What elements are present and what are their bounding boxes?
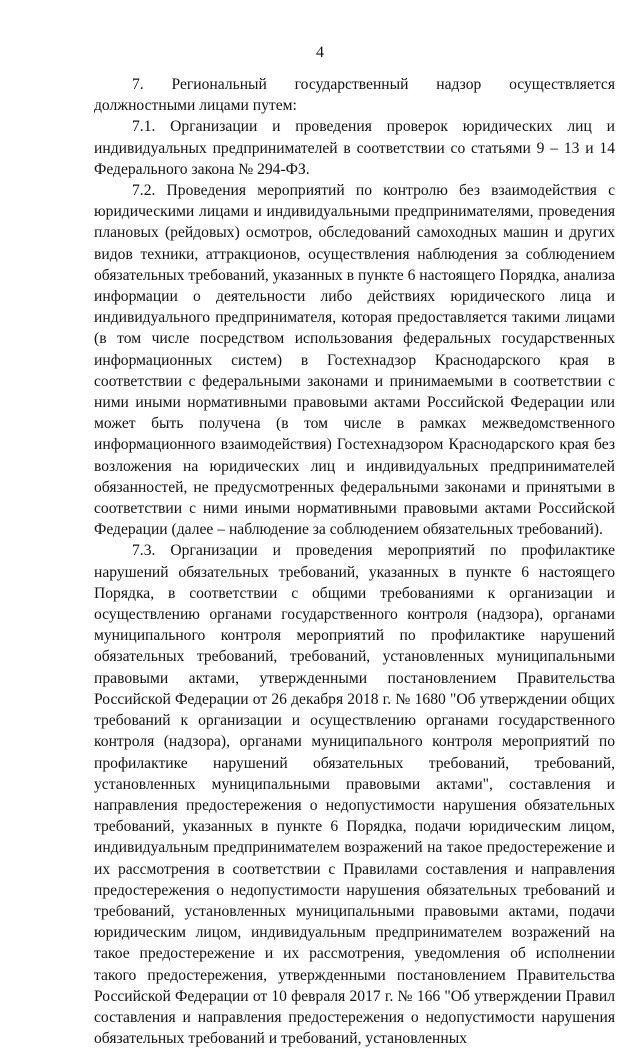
paragraph-7-2: 7.2. Проведения мероприятий по контролю без взаимодействия с юридическими лицами и индивидуальными предпринимателями, проведения плановых (рейдовых) осмотров, обследований самоходных машин и других видов техники, аттракционов, осуществления наблюдения за соблюдением обязательных требований, указанных в пункте 6 настоящего Порядка, анализа информации о деятельности либо действиях юридического лица и индивидуального предпринимателя, которая предоставляется такими лицами (в том числе посредством использования федеральных государственных информационных систем) в Гостехнадзор Краснодарского края в соответствии с федеральными законами и принимаемыми в соответствии с ними иными нормативными правовыми актами Российской Федерации или может быть получена (в том числе в рамках межведомственного информационного взаимодействия) Гостехнадзором Краснодарского края без возложения на юридических лиц и индивидуальных предпринимателей обязанностей, не предусмотренных федеральными законами и принятыми в соответствии с ними иными нормативными правовыми актами Российской Федерации (далее – наблюдение за соблюдением обязательных требований).	[94, 182, 615, 539]
paragraph-7-3: 7.3. Организации и проведения мероприятий по профилактике нарушений обязательных требований, указанных в пункте 6 настоящего Порядка, в соответствии с общими требованиями к организации и осуществлению органами государственного контроля (надзора), органами муниципального контроля мероприятий по профилактике нарушений обязательных требований, требований, установленных муниципальными правовыми актами, утвержденными постановлением Правительства Российской Федерации от 26 декабря 2018 г. № 1680 "Об утверждении общих требований к организации и осуществлению органами государственного контроля (надзора), органами муниципального контроля мероприятий по профилактике нарушений обязательных требований, требований, установленных муниципальными правовыми актами", составления и направления предостережения о недопустимости нарушения обязательных требований, указанных в пункте 6 Порядка, подачи юридическим лицом, индивидуальным предпринимателем возражений на такое предостережение и их рассмотрения в соответствии с Правилами составления и направления предостережения о недопустимости нарушения обязательных требований и требований, установленных муниципальными правовыми актами, подачи юридическим лицом, индивидуальным предпринимателем возражений на такое предостережение и их рассмотрения, уведомления об исполнении такого предостережения, утвержденными постановлением Правительства Российской Федерации от 10 февраля 2017 г. № 166 "Об утверждении Правил составления и направления предостережения о недопустимости нарушения обязательных требований и требований, установленных	[94, 542, 615, 1048]
document-body	[94, 74, 615, 1049]
paragraph-7-1: 7.1. Организации и проведения проверок юридических лиц и индивидуальных предпринимателей в соответствии со статьями 9 – 13 и 14 Федерального закона № 294-ФЗ.	[94, 118, 615, 178]
page-number: 4	[316, 44, 324, 61]
paragraph-7: 7. Региональный государственный надзор осуществляется должностными лицами путем:	[94, 76, 615, 115]
